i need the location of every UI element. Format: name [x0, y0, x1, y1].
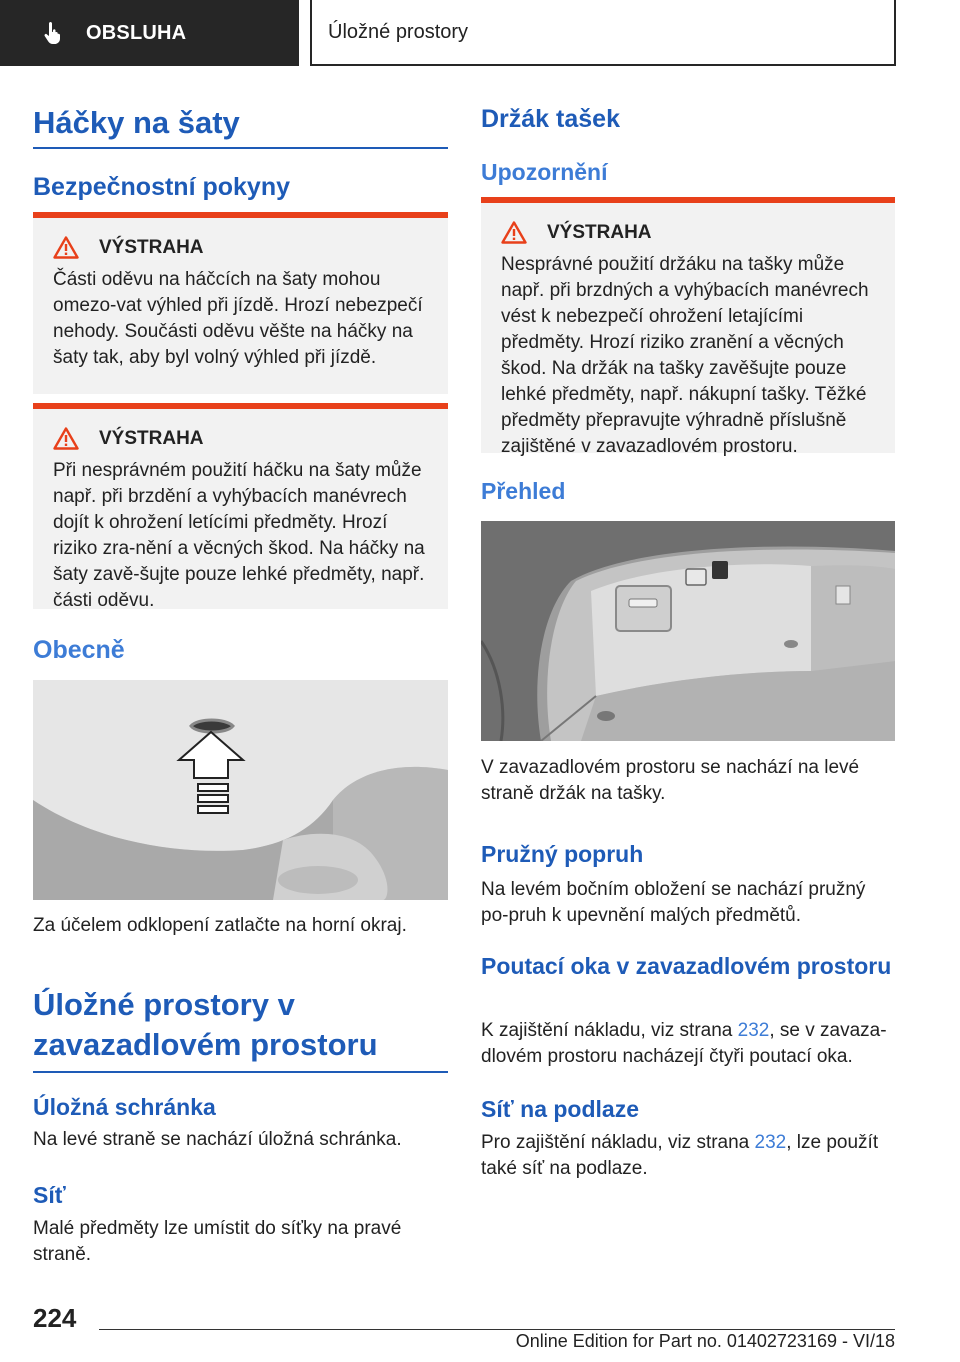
section-tab [0, 0, 299, 66]
heading-safety: Bezpečnostní pokyny [33, 173, 290, 201]
heading-net: Síť [33, 1182, 66, 1208]
heading-floor-net: Síť na podlaze [481, 1096, 639, 1122]
coat-hook-image [33, 680, 448, 900]
heading-general: Obecně [33, 636, 125, 664]
text-floor-net: Pro zajištění nákladu, viz strana 232, lze použít také síť na podlaze. [481, 1132, 879, 1179]
warning-title: VÝSTRAHA [99, 427, 204, 449]
warning-title: VÝSTRAHA [547, 221, 652, 243]
text-net: Malé předměty lze umístit do síťky na pravé straně. [33, 1218, 402, 1265]
page-header [0, 0, 960, 66]
heading-bag-holder: Držák tašek [481, 105, 620, 133]
page-number: 224 [33, 1303, 77, 1333]
edition-info: Online Edition for Part no. 01402723169 - VI/18 [515, 1331, 895, 1351]
warning-text: Nesprávné použití držáku na tašky může např. při brzdných a vyhýbacích manévrech vést k nebezpečí ohrožení letajícími předměty. Hrozí riziko zranění a věcných škod. Na držák na tašky zavěšujte pouze lehké předměty, např. nákupní tašky. Těžké předměty přepravujte výhradně příslušně zajištěné v zavazadlovém prostoru. [501, 254, 869, 457]
chapter-label: Úložné prostory [328, 20, 469, 43]
warning-triangle-icon [53, 236, 79, 259]
section-label: OBSLUHA [86, 21, 187, 44]
heading-lashing-eyes: Poutací oka v zavazadlovém prostoru [481, 953, 892, 979]
heading-storage-box: Úložná schránka [33, 1094, 216, 1120]
warning-triangle-icon [53, 427, 79, 450]
text-lashing-eyes: K zajištění nákladu, viz strana 232, se v zavaza-dlovém prostoru nacházejí čtyři poutací oka. [481, 1020, 887, 1067]
hand-pointer-icon [40, 21, 64, 45]
heading-storage: Úložné prostory v zavazadlovém prostoru [33, 985, 448, 1073]
text-elastic-strap: Na levém bočním obložení se nachází pružný po-pruh k upevnění malých předmětů. [481, 879, 866, 926]
warning-title: VÝSTRAHA [99, 236, 204, 258]
caption-trunk: V zavazadlovém prostoru se nachází na levé straně držák na tašky. [481, 757, 860, 804]
warning-box-2 [33, 403, 448, 609]
warning-triangle-icon [501, 221, 527, 244]
chapter-tab [310, 0, 896, 66]
trunk-image [481, 521, 895, 741]
heading-overview: Přehled [481, 478, 566, 504]
heading-elastic-strap: Pružný popruh [481, 841, 644, 867]
warning-text: Části oděvu na háčcích na šaty mohou omezo-vat výhled při jízdě. Hrozí nebezpečí nehody. Součásti oděvu věšte na háčky na šaty tak, aby byl volný výhled při jízdě. [53, 269, 423, 368]
heading-hooks: Háčky na šaty [33, 103, 448, 149]
footer-divider [99, 1329, 895, 1330]
page-link-232[interactable]: 232 [737, 1020, 770, 1041]
warning-box-3 [481, 197, 895, 457]
caption-hook: Za účelem odklopení zatlačte na horní okraj. [33, 915, 407, 936]
warning-text: Při nesprávném použití háčku na šaty může např. při brzdění a vyhýbacích manévrech dojít k ohrožení letícími předměty. Hrozí riziko zra-nění a věcných škod. Na háčky na šaty zavě-šujte pouze lehké předměty, např. části oděvu. [53, 460, 425, 611]
page-link-232[interactable]: 232 [754, 1132, 787, 1153]
heading-note: Upozornění [481, 159, 608, 185]
text-storage-box: Na levé straně se nachází úložná schránka. [33, 1129, 402, 1150]
warning-box-1 [33, 212, 448, 394]
